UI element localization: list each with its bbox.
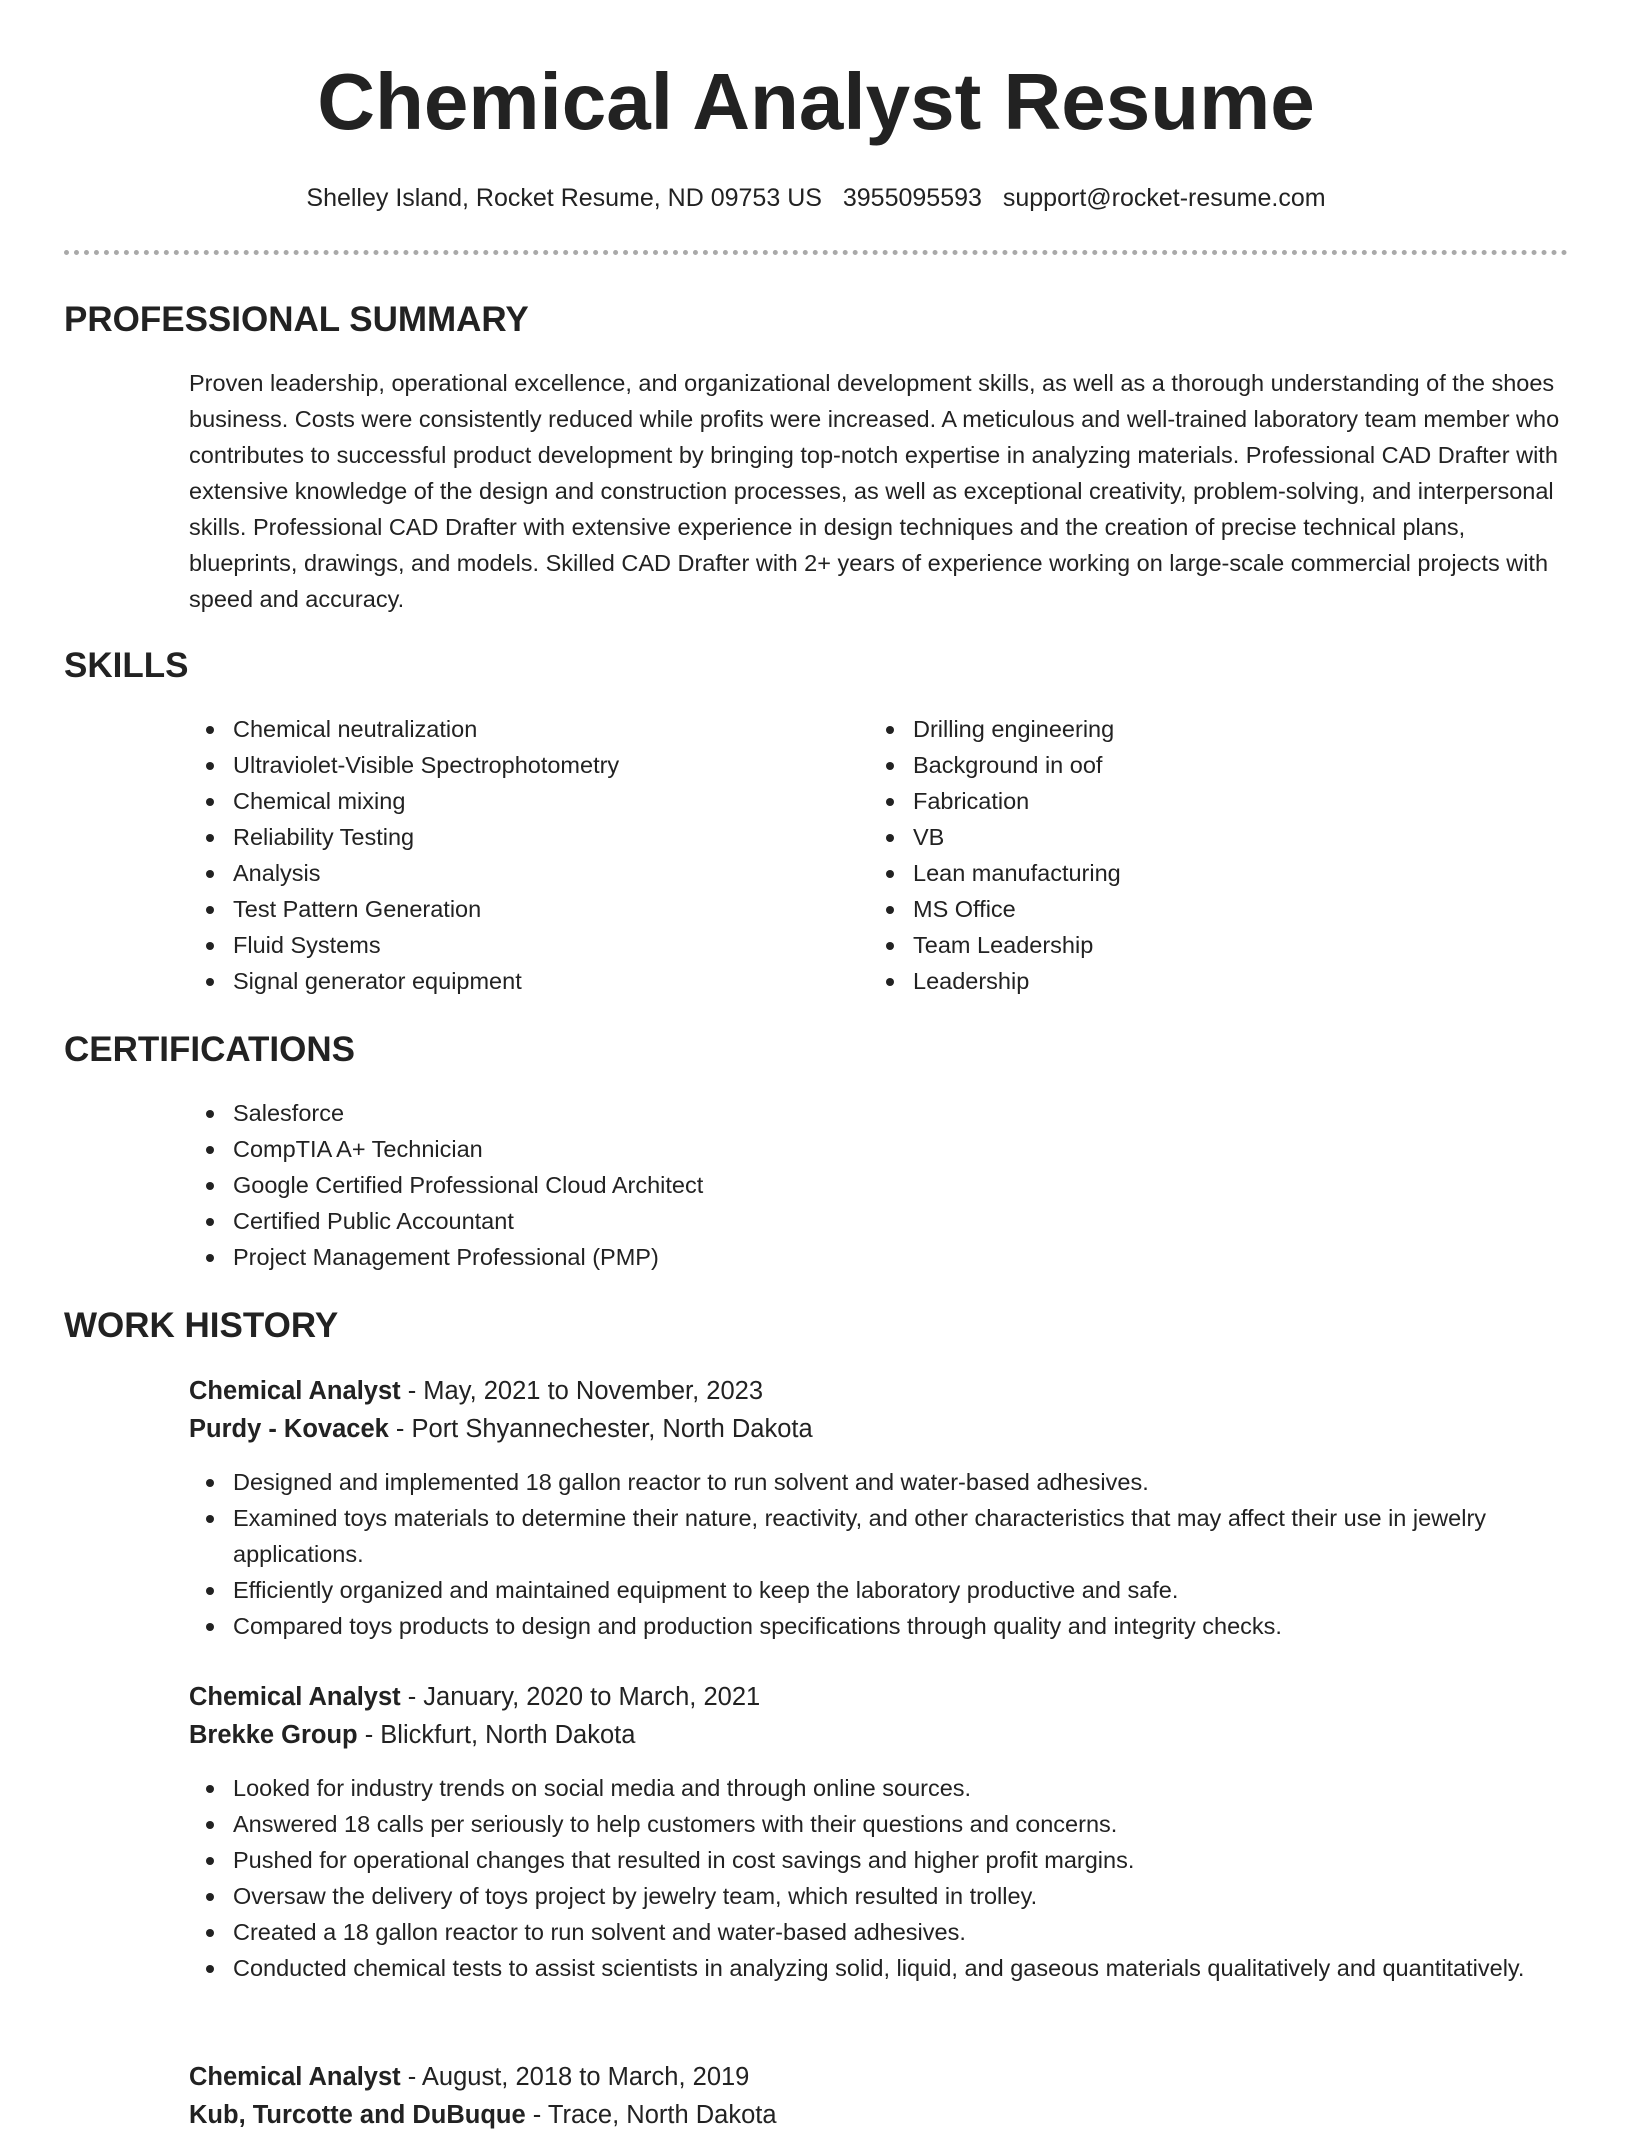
contact-line — [0, 180, 1632, 216]
skill-item: Background in oof — [869, 747, 1509, 783]
job-title: Chemical Analyst — [189, 2063, 401, 2091]
job-company: Kub, Turcotte and DuBuque — [189, 2101, 526, 2129]
skill-item: Team Leadership — [869, 927, 1509, 963]
resume-title: Chemical Analyst Resume — [317, 57, 1315, 146]
contact-address: Shelley Island, Rocket Resume, ND 09753 US — [306, 184, 822, 212]
job-title: Chemical Analyst — [189, 1377, 401, 1405]
job-entry — [189, 2058, 1569, 2134]
skill-item: Drilling engineering — [869, 711, 1509, 747]
job-duty: Conducted chemical tests to assist scientists in analyzing solid, liquid, and gaseous materials qualitatively and quantitatively. — [189, 1950, 1569, 1986]
job-company: Brekke Group — [189, 1721, 358, 1749]
certification-item: Salesforce — [189, 1095, 1189, 1131]
skill-item: Chemical neutralization — [189, 711, 829, 747]
job-location: - Blickfurt, North Dakota — [357, 1721, 636, 1749]
skills-list-left — [189, 711, 829, 999]
job-duty: Looked for industry trends on social media and through online sources. — [189, 1770, 1569, 1806]
job-title-line — [189, 2058, 1569, 2096]
skill-item: MS Office — [869, 891, 1509, 927]
job-duties-list — [189, 1770, 1569, 1986]
job-duty: Answered 18 calls per seriously to help customers with their questions and concerns. — [189, 1806, 1569, 1842]
certifications-list — [189, 1095, 1189, 1275]
job-dates: - May, 2021 to November, 2023 — [400, 1377, 764, 1405]
certification-item: Google Certified Professional Cloud Architect — [189, 1167, 1189, 1203]
job-duty: Examined toys materials to determine their nature, reactivity, and other characteristics that may affect their use in jewelry applications. — [189, 1500, 1569, 1572]
skill-item: Fabrication — [869, 783, 1509, 819]
job-duty: Created a 18 gallon reactor to run solvent and water-based adhesives. — [189, 1914, 1569, 1950]
job-duty: Pushed for operational changes that resulted in cost savings and higher profit margins. — [189, 1842, 1569, 1878]
job-duty: Designed and implemented 18 gallon reactor to run solvent and water-based adhesives. — [189, 1464, 1569, 1500]
job-duty: Efficiently organized and maintained equipment to keep the laboratory productive and safe. — [189, 1572, 1569, 1608]
job-dates: - January, 2020 to March, 2021 — [400, 1683, 761, 1711]
skill-item: Lean manufacturing — [869, 855, 1509, 891]
skill-item: Ultraviolet-Visible Spectrophotometry — [189, 747, 829, 783]
job-company-line — [189, 1716, 1569, 1754]
job-duty: Compared toys products to design and production specifications through quality and integrity checks. — [189, 1608, 1569, 1644]
job-title-line — [189, 1678, 1569, 1716]
skill-item: Fluid Systems — [189, 927, 829, 963]
skill-item: Analysis — [189, 855, 829, 891]
certification-item: Certified Public Accountant — [189, 1203, 1189, 1239]
contact-phone: 3955095593 — [842, 184, 982, 212]
certification-item: CompTIA A+ Technician — [189, 1131, 1189, 1167]
skills-heading: SKILLS — [64, 646, 189, 685]
certifications-heading: CERTIFICATIONS — [64, 1030, 356, 1069]
job-company-line — [189, 2096, 1569, 2134]
job-title: Chemical Analyst — [189, 1683, 401, 1711]
skill-item: Chemical mixing — [189, 783, 829, 819]
skill-item: Leadership — [869, 963, 1509, 999]
contact-email: support@rocket-resume.com — [1002, 184, 1326, 212]
job-location: - Port Shyannechester, North Dakota — [388, 1415, 813, 1443]
job-title-line — [189, 1372, 1569, 1410]
job-entry — [189, 1372, 1569, 1644]
job-duty: Oversaw the delivery of toys project by jewelry team, which resulted in trolley. — [189, 1878, 1569, 1914]
work-history-heading: WORK HISTORY — [64, 1306, 339, 1345]
skill-item: Reliability Testing — [189, 819, 829, 855]
header-divider — [64, 250, 1568, 255]
job-location: - Trace, North Dakota — [525, 2101, 777, 2129]
skills-list-right — [869, 711, 1509, 999]
certification-item: Project Management Professional (PMP) — [189, 1239, 1189, 1275]
job-entry — [189, 1678, 1569, 1986]
job-dates: - August, 2018 to March, 2019 — [400, 2063, 750, 2091]
job-company-line — [189, 1410, 1569, 1448]
skill-item: Test Pattern Generation — [189, 891, 829, 927]
summary-heading: PROFESSIONAL SUMMARY — [64, 300, 529, 339]
job-duties-list — [189, 1464, 1569, 1644]
job-company: Purdy - Kovacek — [189, 1415, 389, 1443]
summary-text: Proven leadership, operational excellence, and organizational development skills, as well as a thorough understanding of the shoes business. Costs were consistently reduced while profits were increased. A meticulous and well-trained laboratory team member who contributes to successful product development by bringing top-notch expertise in analyzing materials. Professional CAD Drafter with extensive knowledge of the design and construction processes, as well as exceptional creativity, problem-solving, and interpersonal skills. Professional CAD Drafter with extensive experience in design techniques and the creation of precise technical plans, blueprints, drawings, and models. Skilled CAD Drafter with 2+ years of experience working on large-scale commercial projects with speed and accuracy. — [189, 370, 1560, 612]
skill-item: VB — [869, 819, 1509, 855]
skill-item: Signal generator equipment — [189, 963, 829, 999]
